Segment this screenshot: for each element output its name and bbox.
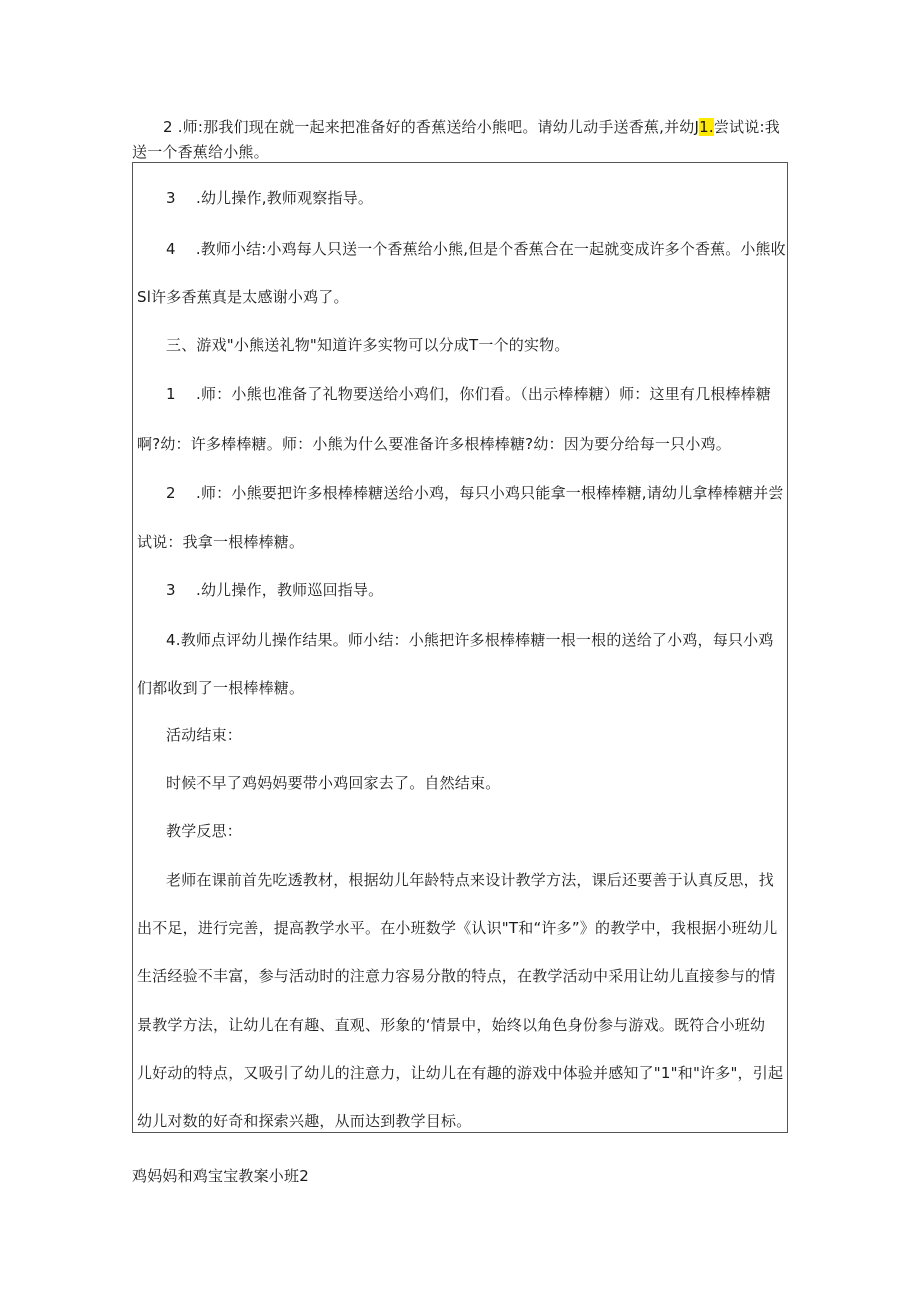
reflection-line-3: 生活经验不丰富，参与活动时的注意力容易分散的特点，在教学活动中采用让幼儿直接参与的情 xyxy=(137,967,776,985)
activity-end-text: 时候不早了鸡妈妈要带小鸡回家去了。自然结束。 xyxy=(166,774,501,792)
paragraph-4-cont: Sl许多香蕉真是太感谢小鸡了。 xyxy=(137,288,349,306)
reflection-line-5: 儿好动的特点，又吸引了幼儿的注意力，让幼儿在有趣的游戏中体验并感知了"1"和"许多"，引起 xyxy=(137,1064,784,1082)
activity-end-title: 活动结束： xyxy=(166,726,243,744)
reflection-line-4: 景教学方法，让幼儿在有趣、直观、形象的‘情景中，始终以角色身份参与游戏。既符合小班幼 xyxy=(137,1016,766,1034)
reflection-title: 教学反思： xyxy=(166,822,243,840)
footer-section-title: 鸡妈妈和鸡宝宝教案小班2 xyxy=(132,1167,309,1185)
paragraph-game-3: 3 .幼儿操作，教师巡回指导。 xyxy=(166,581,384,599)
reflection-line-2: 出不足，进行完善，提高教学水平。在小班数学《认识"T和“许多”》的教学中，我根据小班幼儿 xyxy=(137,919,778,937)
paragraph-3: 3 .幼儿操作,教师观察指导。 xyxy=(166,189,374,207)
intro-line-2: 送一个香蕉给小熊。 xyxy=(132,143,269,161)
intro-line-1: 2 .师:那我们现在就一起来把准备好的香蕉送给小熊吧。请幼儿动手送香蕉,并幼J1.尝试说:我 xyxy=(163,118,780,136)
reflection-line-1: 老师在课前首先吃透教材，根据幼儿年龄特点来设计教学方法，课后还要善于认真反思，找 xyxy=(166,871,775,889)
paragraph-game-4-cont: 们都收到了一根棒棒糖。 xyxy=(137,679,305,697)
paragraph-game-1-cont: 啊?幼：许多棒棒糖。师：小熊为什么要准备许多根棒棒糖?幼：因为要分给每一只小鸡。 xyxy=(137,435,731,453)
highlight-mark: 1. xyxy=(699,118,714,136)
reflection-line-6: 幼儿对数的好奇和探索兴趣，从而达到教学目标。 xyxy=(137,1112,472,1130)
paragraph-game-2: 2 .师：小熊要把许多根棒棒糖送给小鸡，每只小鸡只能拿一根棒棒糖,请幼儿拿棒棒糖并尝 xyxy=(166,484,784,502)
paragraph-game-2-cont: 试说：我拿一根棒棒糖。 xyxy=(137,533,305,551)
section-3-heading: 三、游戏"小熊送礼物"知道许多实物可以分成T一个的实物。 xyxy=(166,336,570,354)
paragraph-game-1: 1 .师：小熊也准备了礼物要送给小鸡们，你们看。（出示棒棒糖）师：这里有几根棒棒糖 xyxy=(166,385,772,403)
paragraph-game-4: 4.教师点评幼儿操作结果。师小结：小熊把许多根棒棒糖一根一根的送给了小鸡，每只小鸡 xyxy=(166,631,774,649)
paragraph-4: 4 .教师小结:小鸡每人只送一个香蕉给小熊,但是个香蕉合在一起就变成许多个香蕉。小熊收 xyxy=(166,240,786,258)
